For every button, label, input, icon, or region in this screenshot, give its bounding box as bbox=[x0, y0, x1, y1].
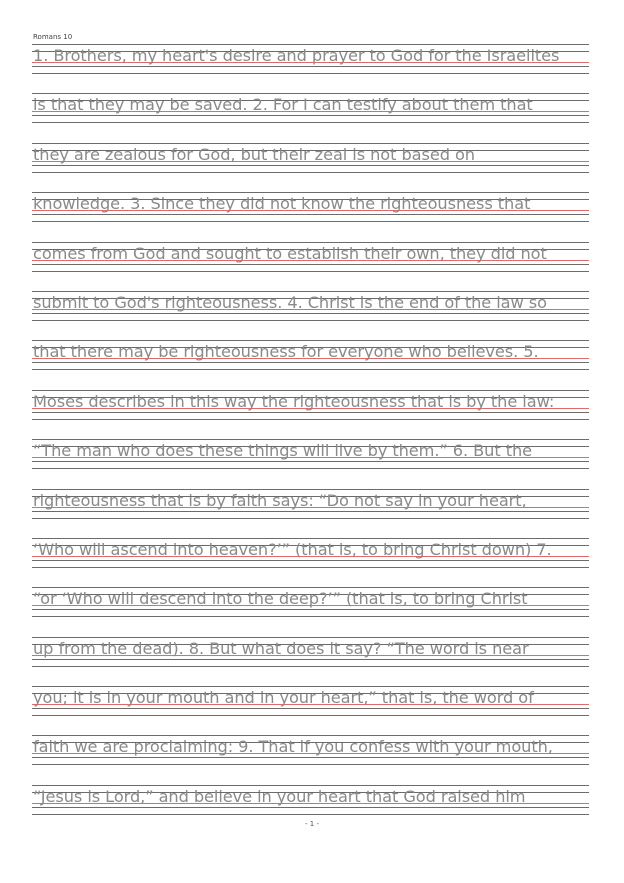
trace-text: comes from God and sought to establish their own, they did not bbox=[33, 243, 547, 263]
practice-line bbox=[32, 488, 589, 537]
practice-line bbox=[32, 92, 589, 141]
trace-text: up from the dead). 8. But what does it say? “The word is near bbox=[33, 638, 529, 658]
practice-line bbox=[32, 191, 589, 240]
trace-text: submit to God's righteousness. 4. Christ is the end of the law so bbox=[33, 292, 547, 312]
trace-text: “or ‘Who will descend into the deep?’” (that is, to bring Christ bbox=[33, 589, 528, 609]
trace-text: Moses describes in this way the righteousness that is by the law: bbox=[33, 391, 555, 411]
trace-text: knowledge. 3. Since they did not know the righteousness that bbox=[33, 194, 531, 214]
practice-line bbox=[32, 339, 589, 388]
trace-text: righteousness that is by faith says: “Do not say in your heart, bbox=[33, 490, 527, 510]
trace-text: “Jesus is Lord,” and believe in your heart that God raised him bbox=[33, 786, 526, 806]
practice-line bbox=[32, 438, 589, 487]
practice-line bbox=[32, 586, 589, 635]
page-header-title: Romans 10 bbox=[33, 33, 73, 41]
trace-text: faith we are proclaiming: 9. That if you confess with your mouth, bbox=[33, 737, 553, 757]
practice-line bbox=[32, 389, 589, 438]
practice-line bbox=[32, 734, 589, 783]
trace-text: they are zealous for God, but their zeal is not based on bbox=[33, 144, 475, 164]
trace-text: ‘Who will ascend into heaven?’” (that is, to bring Christ down) 7. bbox=[33, 539, 552, 559]
trace-text: you; it is in your mouth and in your heart,” that is, the word of bbox=[33, 688, 534, 708]
practice-line bbox=[32, 537, 589, 586]
trace-text: that there may be righteousness for everyone who believes. 5. bbox=[33, 342, 539, 362]
trace-text: “The man who does these things will live by them.” 6. But the bbox=[33, 441, 533, 461]
practice-line bbox=[32, 636, 589, 685]
practice-line bbox=[32, 241, 589, 290]
trace-text: is that they may be saved. 2. For I can testify about them that bbox=[33, 95, 533, 115]
practice-line bbox=[32, 685, 589, 734]
trace-text: 1. Brothers, my heart's desire and prayer to God for the Israelites bbox=[33, 46, 560, 65]
practice-line bbox=[32, 142, 589, 191]
handwriting-practice-sheet bbox=[32, 43, 589, 833]
practice-line bbox=[32, 290, 589, 339]
page-number: - 1 - bbox=[305, 820, 319, 828]
practice-line bbox=[32, 43, 589, 92]
